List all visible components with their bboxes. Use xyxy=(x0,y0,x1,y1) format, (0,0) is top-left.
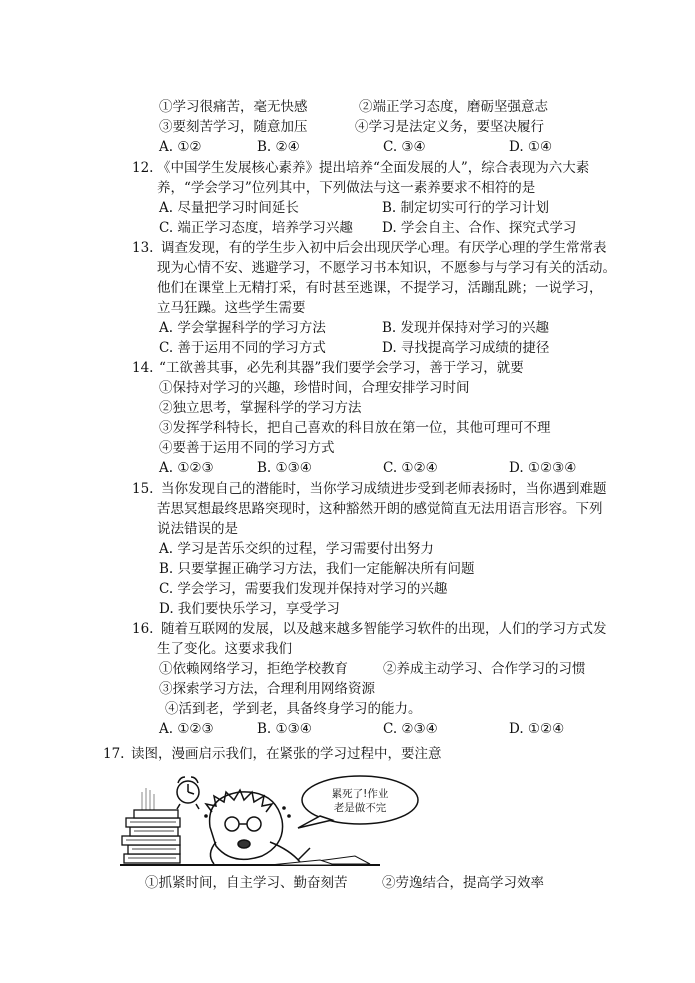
speech-bubble-icon xyxy=(298,776,418,828)
q14-option-a[interactable]: A. ①②③ xyxy=(159,460,214,476)
q13-option-c[interactable]: C. 善于运用不同的学习方式 xyxy=(159,340,326,356)
q11-option-b[interactable]: B. ②④ xyxy=(257,139,300,155)
q11-statement-4: ④学习是法定义务，要坚决履行 xyxy=(355,119,544,135)
q16-statement-2: ②养成主动学习、合作学习的习惯 xyxy=(383,661,586,677)
q13-stem-line-2: 现为心情不安、逃避学习，不愿学习书本知识，不愿参与与学习有关的活动。 xyxy=(157,260,616,276)
q17-statement-2: ②劳逸结合，提高学习效率 xyxy=(382,875,544,891)
q13-option-b[interactable]: B. 发现并保持对学习的兴趣 xyxy=(382,320,550,336)
q14-option-b[interactable]: B. ①③④ xyxy=(257,460,312,476)
q16-statement-4: ④活到老，学到老，具备终身学习的能力。 xyxy=(165,701,422,717)
q11-option-d[interactable]: D. ①④ xyxy=(509,139,553,155)
q16-option-d[interactable]: D. ①②④ xyxy=(509,721,565,737)
q17-stem-line-1: 读图，漫画启示我们，在紧张的学习过程中，要注意 xyxy=(131,746,442,762)
q15-option-a[interactable]: A. 学习是苦乐交织的过程，学习需要付出努力 xyxy=(159,541,434,557)
q12-option-b[interactable]: B. 制定切实可行的学习计划 xyxy=(382,200,550,216)
q17-statement-1: ①抓紧时间，自主学习、勤奋刻苦 xyxy=(145,875,348,891)
q13-number: 13. xyxy=(132,240,154,256)
q14-stem-line-1: “工欲善其事，必先利其器”我们要学会学习，善于学习，就要 xyxy=(159,360,524,376)
q16-option-b[interactable]: B. ①③④ xyxy=(257,721,312,737)
q12-number: 12. xyxy=(132,160,154,176)
q14-statement-3: ③发挥学科特长，把自己喜欢的科目放在第一位，其他可理可不理 xyxy=(159,420,551,436)
q15-number: 15. xyxy=(132,481,154,497)
q13-stem-line-3: 他们在课堂上无精打采，有时甚至逃课，不提学习，活蹦乱跳；一说学习， xyxy=(157,280,603,296)
q16-stem-line-1: 随着互联网的发展，以及越来越多智能学习软件的出现，人们的学习方式发 xyxy=(161,621,607,637)
q17-cartoon-image xyxy=(120,772,475,870)
q13-stem-line-4: 立马狂躁。这些学生需要 xyxy=(157,300,306,316)
q11-statement-2: ②端正学习态度，磨砺坚强意志 xyxy=(359,99,548,115)
speech-bubble-text-line-2: 老是做不完 xyxy=(333,802,387,814)
q14-number: 14. xyxy=(132,360,154,376)
q15-stem-line-1: 当你发现自己的潜能时，当你学习成绩进步受到老师表扬时，当你遇到难题 xyxy=(161,481,607,497)
q14-statement-4: ④要善于运用不同的学习方式 xyxy=(159,440,335,456)
q12-option-c[interactable]: C. 端正学习态度，培养学习兴趣 xyxy=(159,220,353,236)
q16-option-a[interactable]: A. ①②③ xyxy=(159,721,214,737)
q15-option-b[interactable]: B. 只要掌握正确学习方法，我们一定能解决所有问题 xyxy=(159,561,475,577)
alarm-clock-icon xyxy=(177,777,199,809)
speech-bubble-text-line-1: 累死了!作业 xyxy=(331,788,389,800)
q14-option-c[interactable]: C. ①②④ xyxy=(383,460,438,476)
q16-option-c[interactable]: C. ②③④ xyxy=(383,721,438,737)
q14-statement-2: ②独立思考，掌握科学的学习方法 xyxy=(159,400,362,416)
q12-option-d[interactable]: D. 学会自主、合作、探究式学习 xyxy=(382,220,577,236)
q15-option-d[interactable]: D. 我们要快乐学习，享受学习 xyxy=(159,601,340,617)
q11-option-a[interactable]: A. ①② xyxy=(159,139,202,155)
q16-statement-3: ③探索学习方法，合理利用网络资源 xyxy=(159,681,375,697)
book-stack-icon xyxy=(122,810,180,863)
q11-statement-3: ③要刻苦学习，随意加压 xyxy=(159,119,308,135)
q15-stem-line-2: 苦思冥想最终思路突现时，这种豁然开朗的感觉简直无法用语言形容。下列 xyxy=(157,501,603,517)
q11-option-c[interactable]: C. ③④ xyxy=(383,139,426,155)
q14-option-d[interactable]: D. ①②③④ xyxy=(509,460,577,476)
student-figure-icon xyxy=(206,790,310,864)
q16-stem-line-2: 生了变化。这要求我们 xyxy=(157,641,292,657)
q16-statement-1: ①依赖网络学习，拒绝学校教育 xyxy=(159,661,348,677)
q12-option-a[interactable]: A. 尽量把学习时间延长 xyxy=(159,200,299,216)
q12-stem-line-2: 养，“学会学习”位列其中，下列做法与这一素养要求不相符的是 xyxy=(157,180,536,196)
q15-option-c[interactable]: C. 学会学习，需要我们发现并保持对学习的兴趣 xyxy=(159,581,448,597)
q13-option-a[interactable]: A. 学会掌握科学的学习方法 xyxy=(159,320,326,336)
q15-stem-line-3: 说法错误的是 xyxy=(157,521,238,537)
q16-number: 16. xyxy=(132,621,154,637)
q17-number: 17. xyxy=(103,746,125,762)
q12-stem-line-1: 《中国学生发展核心素养》提出培养“全面发展的人”，综合表现为六大素 xyxy=(157,160,590,176)
q13-stem-line-1: 调查发现，有的学生步入初中后会出现厌学心理。有厌学心理的学生常常表 xyxy=(161,240,607,256)
q11-statement-1: ①学习很痛苦，毫无快感 xyxy=(159,99,308,115)
q13-option-d[interactable]: D. 寻找提高学习成绩的捷径 xyxy=(382,340,550,356)
q14-statement-1: ①保持对学习的兴趣，珍惜时间，合理安排学习时间 xyxy=(159,380,470,396)
